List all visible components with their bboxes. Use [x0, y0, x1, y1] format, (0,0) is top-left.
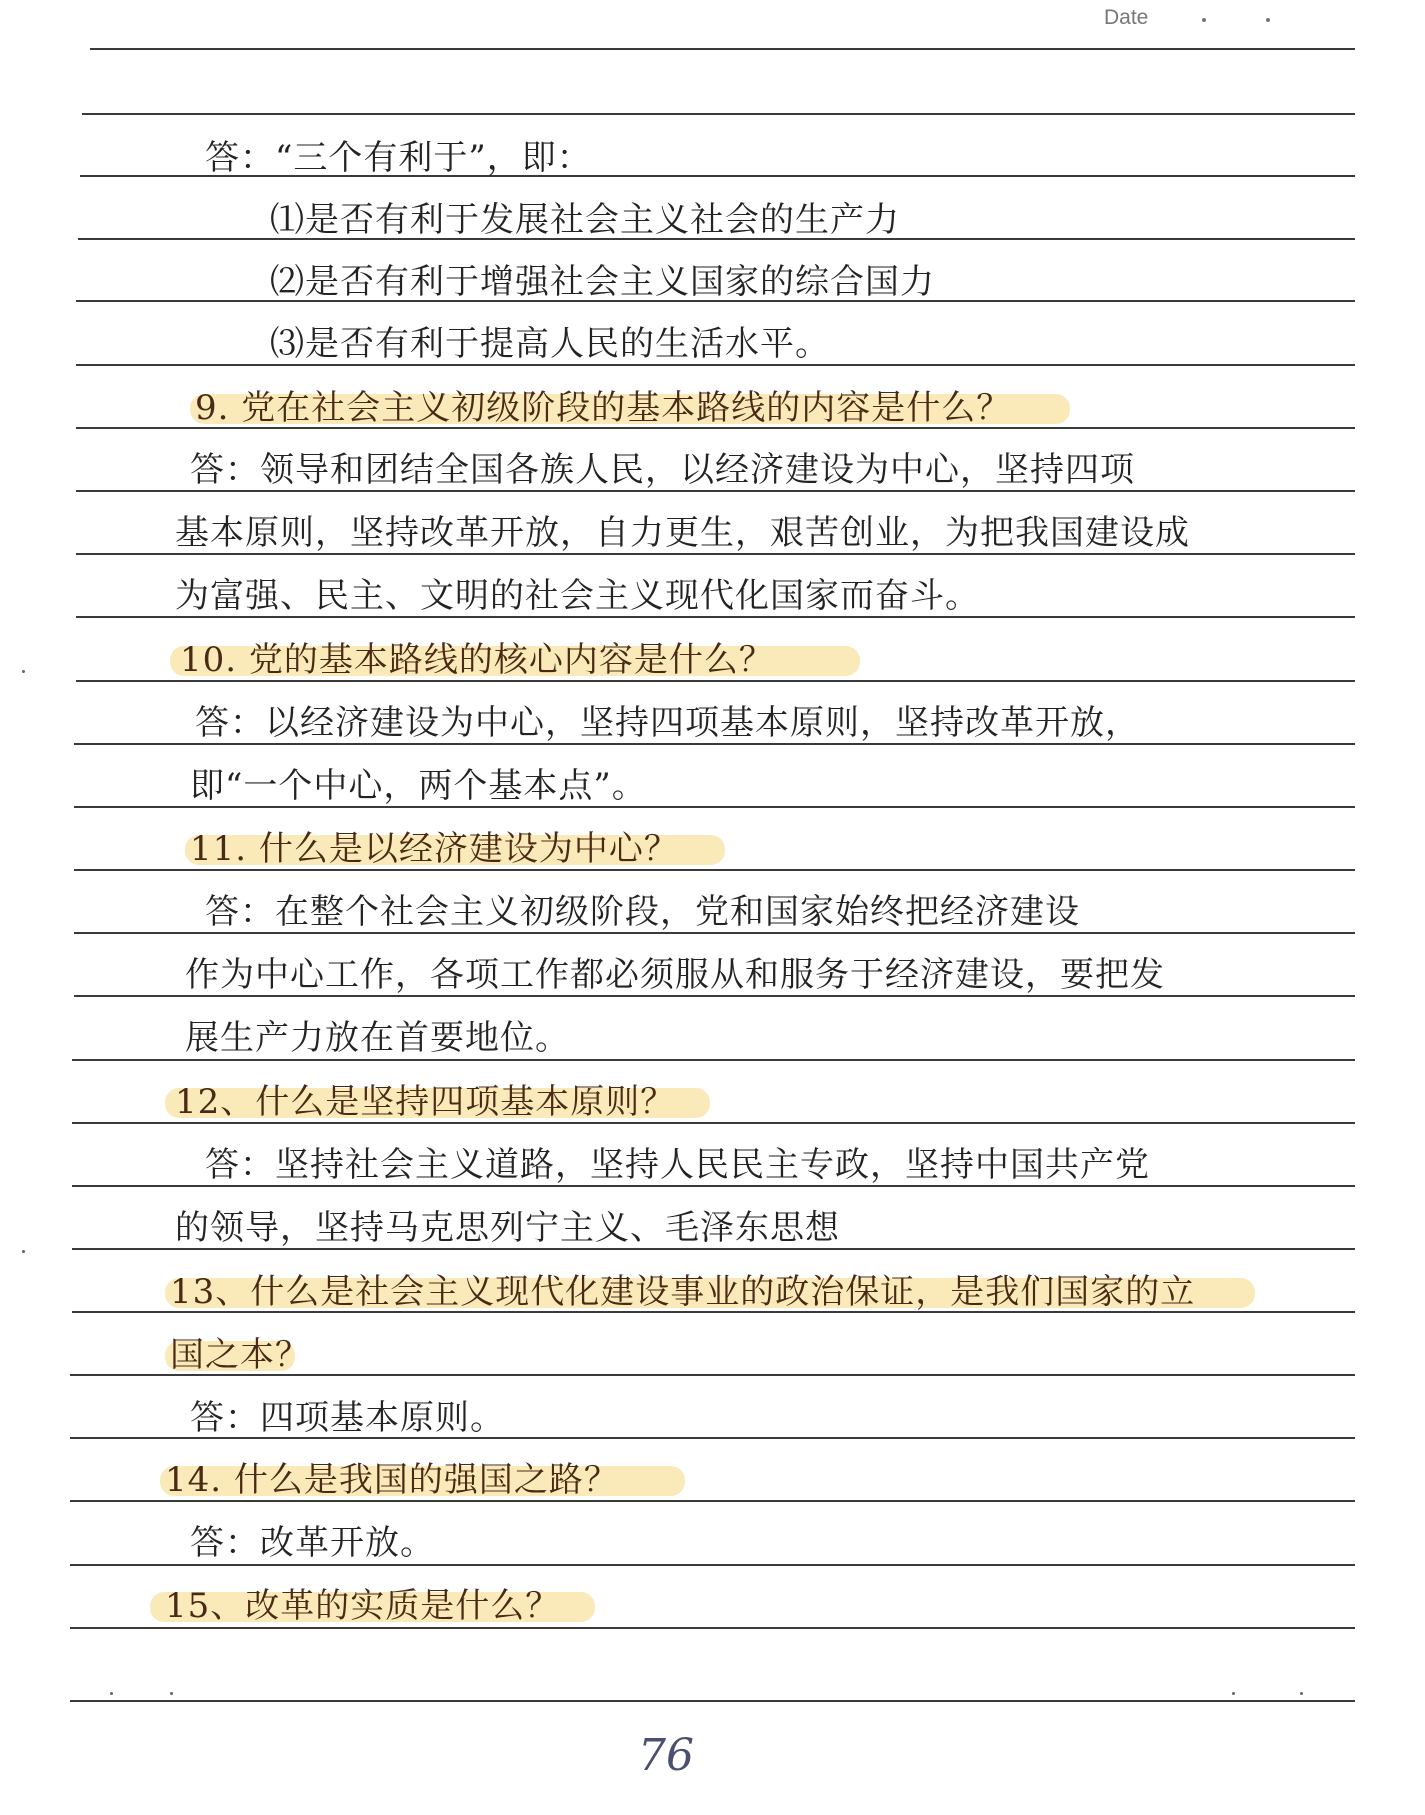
- margin-dot: [22, 1250, 25, 1253]
- answer-line: 为富强、民主、文明的社会主义现代化国家而奋斗。: [175, 576, 980, 616]
- ruled-line: [90, 48, 1355, 50]
- ruled-line: [70, 1500, 1355, 1502]
- ruled-line: [74, 869, 1355, 871]
- margin-dot: [170, 1692, 173, 1695]
- answer-line: ⑵是否有利于增强社会主义国家的综合国力: [270, 262, 935, 302]
- answer-line: 展生产力放在首要地位。: [185, 1018, 570, 1058]
- margin-dot: [110, 1692, 113, 1695]
- question-line: 12、什么是坚持四项基本原则？: [175, 1082, 676, 1122]
- ruled-line: [76, 680, 1355, 682]
- ruled-line: [74, 743, 1355, 745]
- date-dot: [1202, 18, 1206, 22]
- answer-line: 答：“三个有利于”，即：: [205, 138, 592, 178]
- question-line: 10. 党的基本路线的核心内容是什么？: [180, 640, 774, 680]
- ruled-line: [72, 1185, 1355, 1187]
- answer-line: ⑴是否有利于发展社会主义社会的生产力: [270, 200, 900, 240]
- page-number: 76: [638, 1730, 694, 1781]
- ruled-line: [82, 113, 1355, 115]
- question-line: 13、什么是社会主义现代化建设事业的政治保证，是我们国家的立: [170, 1272, 1196, 1312]
- margin-dot: [1300, 1692, 1303, 1695]
- question-line: 14. 什么是我国的强国之路？: [165, 1460, 619, 1500]
- question-line: 国之本？: [170, 1335, 310, 1375]
- ruled-line: [70, 1627, 1355, 1629]
- ruled-line: [72, 1248, 1355, 1250]
- ruled-line: [76, 616, 1355, 618]
- date-label: Date: [1104, 6, 1149, 29]
- question-line: 15、改革的实质是什么？: [165, 1586, 561, 1626]
- ruled-line: [70, 1700, 1355, 1702]
- answer-line: 作为中心工作，各项工作都必须服从和服务于经济建设，要把发: [185, 955, 1165, 995]
- ruled-line: [76, 553, 1355, 555]
- margin-dot: [22, 670, 25, 673]
- ruled-line: [74, 932, 1355, 934]
- answer-line: 基本原则，坚持改革开放，自力更生，艰苦创业，为把我国建设成: [175, 513, 1190, 553]
- date-dot: [1266, 18, 1270, 22]
- ruled-line: [70, 1564, 1355, 1566]
- answer-line: ⑶是否有利于提高人民的生活水平。: [270, 324, 830, 364]
- ruled-line: [72, 1059, 1355, 1061]
- answer-line: 答：领导和团结全国各族人民，以经济建设为中心，坚持四项: [190, 450, 1135, 490]
- ruled-line: [72, 1122, 1355, 1124]
- answer-line: 即“一个中心，两个基本点”。: [190, 766, 647, 806]
- answer-line: 答：四项基本原则。: [190, 1398, 505, 1438]
- answer-line: 答：坚持社会主义道路，坚持人民民主专政，坚持中国共产党: [205, 1145, 1150, 1185]
- answer-line: 答：改革开放。: [190, 1523, 435, 1563]
- answer-line: 答：以经济建设为中心，坚持四项基本原则，坚持改革开放，: [195, 703, 1140, 743]
- ruled-line: [76, 490, 1355, 492]
- ruled-line: [74, 806, 1355, 808]
- margin-dot: [1232, 1692, 1235, 1695]
- answer-line: 答：在整个社会主义初级阶段，党和国家始终把经济建设: [205, 892, 1080, 932]
- question-line: 11. 什么是以经济建设为中心？: [190, 829, 679, 869]
- ruled-line: [76, 364, 1355, 366]
- ruled-line: [74, 995, 1355, 997]
- question-line: 9. 党在社会主义初级阶段的基本路线的内容是什么？: [195, 388, 1012, 428]
- answer-line: 的领导，坚持马克思列宁主义、毛泽东思想: [175, 1208, 840, 1248]
